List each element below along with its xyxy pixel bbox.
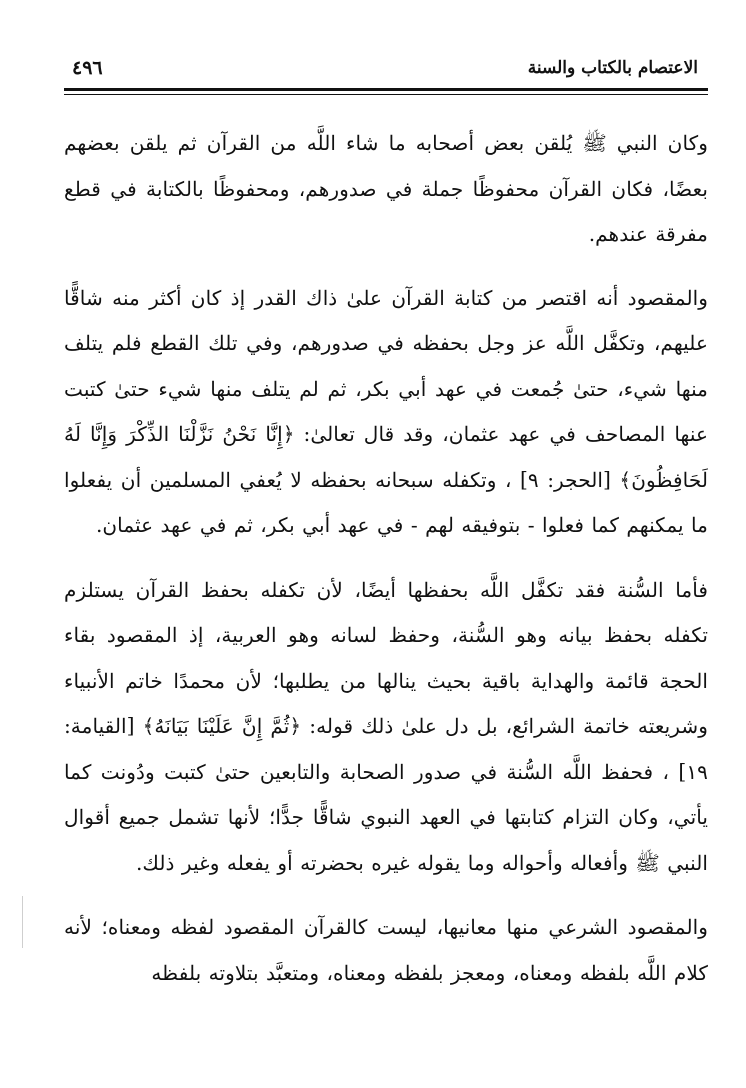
page-number: ٤٩٦ xyxy=(72,57,103,79)
paragraph-2: والمقصود أنه اقتصر من كتابة القرآن علىٰ ذاك القدر إذ كان أكثر منه شاقًّا عليهم، وتكفَّل اللَّه عز وجل بحفظه في صدورهم، وفي تلك القطع فلم يتلف منها شيء، حتىٰ جُمعت في عهد أبي بكر، ثم لم يتلف منها شيء حتىٰ كتبت عنها المصاحف في عهد عثمان، وقد قال تعالىٰ: ﴿إِنَّا نَحْنُ نَزَّلْنَا الذِّكْرَ وَإِنَّا لَهُ لَحَافِظُونَ﴾ [الحجر: ٩] ، وتكفله سبحانه بحفظه لا يُعفي المسلمين أن يفعلوا ما يمكنهم كما فعلوا - بتوفيقه لهم - في عهد أبي بكر، ثم في عهد عثمان. xyxy=(64,285,708,537)
paragraph-1: وكان النبي ﷺ يُلقن بعض أصحابه ما شاء اللَّه من القرآن ثم يلقن بعضهم بعضًا، فكان القرآن محفوظًا جملة في صدورهم، ومحفوظًا بالكتابة في قطع مفرقة عندهم. xyxy=(64,131,708,246)
book-page xyxy=(64,0,708,1088)
paragraph-3: فأما السُّنة فقد تكفَّل اللَّه بحفظها أيضًا، لأن تكفله بحفظ القرآن يستلزم تكفله بحفظ بيانه وهو السُّنة، وحفظ لسانه وهو العربية، إذ المقصود بقاء الحجة قائمة والهداية باقية بحيث ينالها من يطلبها؛ لأن محمدًا خاتم الأنبياء وشريعته خاتمة الشرائع، بل دل علىٰ ذلك قوله: ﴿ثُمَّ إِنَّ عَلَيْنَا بَيَانَهُ﴾ [القيامة: ١٩] ، فحفظ اللَّه السُّنة في صدور الصحابة والتابعين حتىٰ كتبت ودُونت كما يأتي، وكان التزام كتابتها في العهد النبوي شاقًّا جدًّا؛ لأنها تشمل جميع أقوال النبي ﷺ وأفعاله وأحواله وما يقوله غيره بحضرته أو يفعله وغير ذلك. xyxy=(64,577,708,875)
header-rule-thin xyxy=(64,94,708,95)
paragraph-4: والمقصود الشرعي منها معانيها، ليست كالقرآن المقصود لفظه ومعناه؛ لأنه كلام اللَّه بلفظه ومعناه، ومعجز بلفظه ومعناه، ومتعبَّد بتلاوته بلفظه xyxy=(64,915,708,985)
running-header xyxy=(64,58,708,84)
header-rule-thick xyxy=(64,88,708,91)
book-title: الاعتصام بالكتاب والسنة xyxy=(527,58,698,78)
page-body xyxy=(64,121,708,1014)
scan-edge-mark xyxy=(22,896,23,948)
